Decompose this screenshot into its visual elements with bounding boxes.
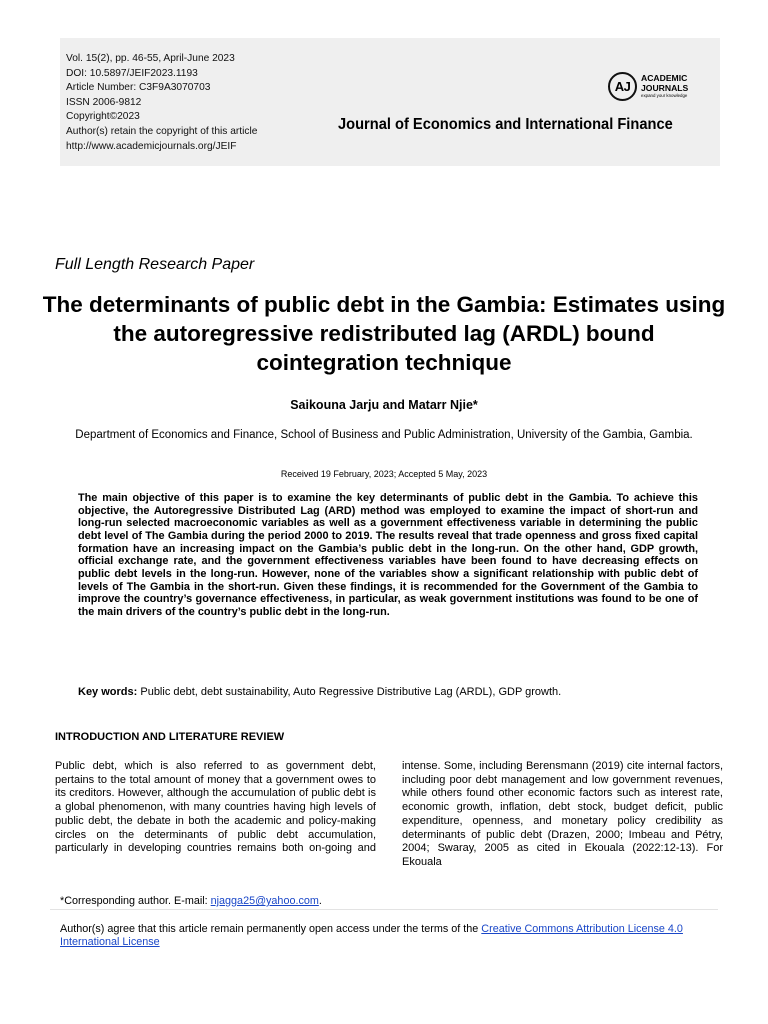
body-column-left: Public debt, which is also referred to as government debt, pertains to the total amount of money that a government owes to its creditors. However, although the accumulation of public debt is a global phenomenon, with many countries having high levels of public debt, the debate in both the academic and policy-making circles on the determinants of public debt accumulation, particularly in developing countries remains both on-going and: [55, 760, 376, 855]
license-prefix: Author(s) agree that this article remain permanently open access under the terms of the: [60, 923, 482, 935]
keywords-label: Key words:: [78, 686, 138, 698]
logo-line-2: JOURNALS: [641, 82, 689, 93]
paper-title: The determinants of public debt in the Gambia: Estimates using the autoregressive redistributed lag (ARDL) bound cointegration technique: [42, 292, 726, 375]
abstract: The main objective of this paper is to examine the key determinants of public debt in the Gambia. To achieve this objective, the Autoregressive Distributed Lag (ARD) method was employed to examine the impact of short-run and long-run selected macroeconomic variables as well as a government effectiveness variable in determining the public debt level of The Gambia during the period 2000 to 2019. The results reveal that trade openness and gross fixed capital formation have an increasing impact on the Gambia’s public debt in the long-run. On the other hand, GDP growth, official exchange rate, and the government effectiveness variables have been found to have decreasing effects on public debt levels in the long-run. However, none of the variables show a significant relationship with public debt of levels of The Gambia in the short-run. Given these findings, it is recommended for the Government of the Gambia to improve the country’s governance effectiveness, in particular, as weak government institutions was found to be one of the main drivers of the country’s public debt in the long-run.: [78, 492, 698, 618]
section-heading: INTRODUCTION AND LITERATURE REVIEW: [55, 731, 285, 743]
meta-copyright: Copyright©2023: [66, 111, 140, 123]
journal-header: [60, 38, 720, 166]
affiliation: Department of Economics and Finance, School of Business and Public Administration, University of the Gambia, Gambia.: [75, 429, 693, 441]
meta-volume: Vol. 15(2), pp. 46-55, April-June 2023: [66, 53, 235, 64]
authors: Saikouna Jarju and Matarr Njie*: [290, 398, 478, 412]
body-column-right: intense. Some, including Berensmann (2019) cite internal factors, including poor debt management and low government revenues, while others found other economic factors such as interest rate, economic growth, inflation, debt stock, budget deficit, public expenditure, openness, and monetary policy credibility as determinants of public debt (Drazen, 2000; Imbeau and Pétry, 2004; Swaray, 2005 as cited in Ekouala (2022:12-13). For Ekouala: [402, 760, 723, 868]
meta-rights: Author(s) retain the copyright of this article: [66, 125, 258, 137]
article-meta: [66, 52, 257, 154]
license-link[interactable]: Creative Commons Attribution License 4.0 International License: [60, 923, 683, 949]
keywords-text: Public debt, debt sustainability, Auto Regressive Distributive Lag (ARDL), GDP growth.: [140, 686, 562, 698]
meta-doi: DOI: 10.5897/JEIF2023.1193: [66, 67, 198, 79]
logo-tagline: expand your knowledge: [641, 93, 688, 98]
academic-journals-logo: [608, 72, 688, 101]
paper-type: Full Length Research Paper: [55, 256, 255, 273]
logo-line-1: ACADEMIC: [641, 73, 688, 83]
author-email-link[interactable]: njagga25@yahoo.com: [210, 895, 319, 907]
meta-url[interactable]: http://www.academicjournals.org/JEIF: [66, 140, 237, 152]
license-notice: [60, 923, 720, 949]
corresponding-author: [60, 895, 322, 907]
footer-divider: [50, 909, 718, 910]
corresponding-prefix: *Corresponding author. E-mail:: [60, 895, 211, 907]
logo-wordmark: [641, 74, 688, 99]
meta-article-number: Article Number: C3F9A3070703: [66, 82, 211, 94]
journal-title: Journal of Economics and International Finance: [338, 116, 673, 133]
aj-logo-icon: AJ: [608, 72, 637, 101]
keywords: [78, 686, 718, 698]
meta-issn: ISSN 2006-9812: [66, 96, 142, 108]
corresponding-suffix: .: [318, 895, 322, 907]
received-dates: Received 19 February, 2023; Accepted 5 May, 2023: [280, 469, 488, 479]
